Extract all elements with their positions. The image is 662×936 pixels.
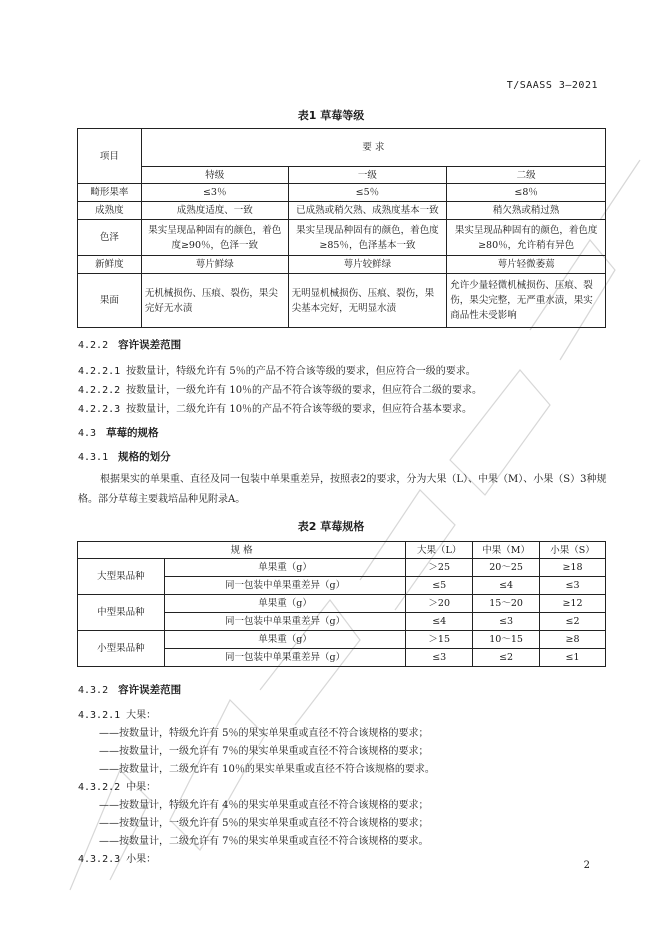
row-label: 单果重（g） — [164, 631, 405, 649]
document-code: T/SAASS 3—2021 — [506, 80, 598, 91]
clause-number: 4.3.2.1 — [78, 710, 121, 721]
table-cell: 无明显机械损伤、压痕、裂伤，果尖基本完好，无明显水渍 — [288, 274, 447, 328]
table-row — [78, 595, 606, 613]
table-cell: ≤3 — [406, 649, 473, 667]
clause-title: 中果： — [126, 782, 157, 793]
table-cell: ＞25 — [406, 559, 473, 577]
body-paragraph: 根据果实的单果重、直径及同一包装中单果重差异，按照表2的要求，分为大果（L）、中果（M）、小果（S）3种规格。部分草莓主要栽培品种见附录A。 — [78, 474, 607, 505]
row-label: 果面 — [78, 274, 142, 328]
table-cell: ≤2 — [540, 613, 606, 631]
table-cell: ≤1 — [540, 649, 606, 667]
table-cell: ≤8％ — [447, 184, 606, 202]
clause-text: 按数量计，二级允许有 10％的产品不符合该等级的要求，但应符合基本要求。 — [126, 404, 473, 415]
clause-number: 4.2.2.2 — [78, 385, 121, 396]
table-cell: ≤3％ — [141, 184, 288, 202]
table-cell: ≥8 — [540, 631, 606, 649]
clause-number: 4.2.2.3 — [78, 404, 121, 415]
list-item: ——按数量计，一级允许有 5％的果实单果重或直径不符合该规格的要求； — [99, 818, 429, 829]
group-label: 大型果品种 — [78, 559, 165, 595]
table-cell: ≥12 — [540, 595, 606, 613]
table-row — [78, 256, 606, 274]
clause — [78, 706, 156, 721]
row-label: 色泽 — [78, 220, 142, 256]
clause-text: 按数量计，一级允许有 10％的产品不符合该等级的要求，但应符合二级的要求。 — [126, 385, 483, 396]
table-row — [78, 202, 606, 220]
table-cell: ≥18 — [540, 559, 606, 577]
table-cell: ≤3 — [540, 577, 606, 595]
section-title: 容许误差范围 — [118, 339, 182, 351]
list-item: ——按数量计，一级允许有 7％的果实单果重或直径不符合该规格的要求； — [99, 746, 429, 757]
row-label: 单果重（g） — [164, 559, 405, 577]
clause — [78, 850, 156, 865]
clause-number: 4.3.2.2 — [78, 782, 121, 793]
row-label: 同一包装中单果重差异（g） — [164, 649, 405, 667]
table-cell: 萼片鲜绿 — [141, 256, 288, 274]
header-grade-premium: 特级 — [141, 167, 288, 184]
clause — [78, 400, 472, 415]
table-cell: 20～25 — [473, 559, 540, 577]
table-cell: 萼片较鲜绿 — [288, 256, 447, 274]
row-label: 同一包装中单果重差异（g） — [164, 613, 405, 631]
table-row — [78, 631, 606, 649]
clause-number: 4.2.2.1 — [78, 366, 121, 377]
page-number: 2 — [583, 860, 590, 871]
table-cell: 无机械损伤、压痕、裂伤，果尖完好无水渍 — [141, 274, 288, 328]
table1-caption: 表1 草莓等级 — [297, 109, 365, 122]
list-item: ——按数量计，二级允许有 7％的果实单果重或直径不符合该规格的要求。 — [99, 836, 429, 847]
section-number: 4.3.2 — [78, 685, 109, 696]
header-requirement: 要 求 — [141, 129, 605, 167]
table-cell: ≤4 — [473, 577, 540, 595]
list-item: ——按数量计，二级允许有 10％的果实单果重或直径不符合该规格的要求。 — [99, 764, 435, 775]
clause — [78, 362, 476, 377]
section-heading — [78, 425, 159, 440]
section-heading — [78, 449, 171, 464]
table-cell: 10～15 — [473, 631, 540, 649]
clause-title: 大果： — [126, 710, 157, 721]
clause-text: 按数量计，特级允许有 5％的产品不符合该等级的要求，但应符合一级的要求。 — [126, 366, 476, 377]
group-label: 中型果品种 — [78, 595, 165, 631]
list-item: ——按数量计，特级允许有 5％的果实单果重或直径不符合该规格的要求； — [99, 728, 429, 739]
row-label: 单果重（g） — [164, 595, 405, 613]
clause-title: 小果： — [126, 854, 157, 865]
group-label: 小型果品种 — [78, 631, 165, 667]
table-cell: 果实呈现品种固有的颜色，着色度≥90％，色泽一致 — [141, 220, 288, 256]
grade-table — [77, 128, 606, 328]
table-cell: ≤4 — [406, 613, 473, 631]
spec-table — [77, 541, 606, 667]
table-cell: 果实呈现品种固有的颜色，着色度≥85％，色泽基本一致 — [288, 220, 447, 256]
table-row — [78, 559, 606, 577]
section-number: 4.3 — [78, 428, 97, 439]
table-cell: ≤5 — [406, 577, 473, 595]
table2-caption: 表2 草莓规格 — [297, 520, 365, 533]
table-cell: 果实呈现品种固有的颜色，着色度≥80％，允许稍有异色 — [447, 220, 606, 256]
table-cell: 稍欠熟或稍过熟 — [447, 202, 606, 220]
table-cell: ≤3 — [473, 613, 540, 631]
table-cell: ≤5％ — [288, 184, 447, 202]
section-heading — [78, 682, 181, 697]
section-title: 容许误差范围 — [118, 684, 182, 696]
table-cell: ＞20 — [406, 595, 473, 613]
section-number: 4.3.1 — [78, 452, 109, 463]
header-item: 项目 — [78, 129, 142, 184]
table-cell: ＞15 — [406, 631, 473, 649]
row-label: 新鲜度 — [78, 256, 142, 274]
clause-number: 4.3.2.3 — [78, 854, 121, 865]
header-medium: 中果（M） — [473, 542, 540, 559]
table-cell: 允许少量轻微机械损伤、压痕、裂伤，果尖完整，无严重水渍，果实商品性未受影响 — [447, 274, 606, 328]
header-spec: 规 格 — [78, 542, 406, 559]
row-label: 畸形果率 — [78, 184, 142, 202]
row-label: 同一包装中单果重差异（g） — [164, 577, 405, 595]
list-item: ——按数量计，特级允许有 4％的果实单果重或直径不符合该规格的要求； — [99, 800, 429, 811]
table-cell: 已成熟或稍欠熟、成熟度基本一致 — [288, 202, 447, 220]
table-cell: 成熟度适度、一致 — [141, 202, 288, 220]
row-label: 成熟度 — [78, 202, 142, 220]
clause — [78, 778, 156, 793]
section-heading — [78, 337, 181, 352]
header-small: 小果（S） — [540, 542, 606, 559]
table-row — [78, 220, 606, 256]
section-title: 规格的划分 — [118, 451, 171, 463]
table-row — [78, 274, 606, 328]
header-grade-second: 二级 — [447, 167, 606, 184]
table-cell: 萼片轻微萎蔫 — [447, 256, 606, 274]
section-number: 4.2.2 — [78, 340, 109, 351]
section-title: 草莓的规格 — [106, 427, 159, 439]
header-large: 大果（L） — [406, 542, 473, 559]
clause — [78, 381, 482, 396]
table-cell: 15～20 — [473, 595, 540, 613]
table-cell: ≤2 — [473, 649, 540, 667]
header-grade-first: 一级 — [288, 167, 447, 184]
table-row — [78, 184, 606, 202]
